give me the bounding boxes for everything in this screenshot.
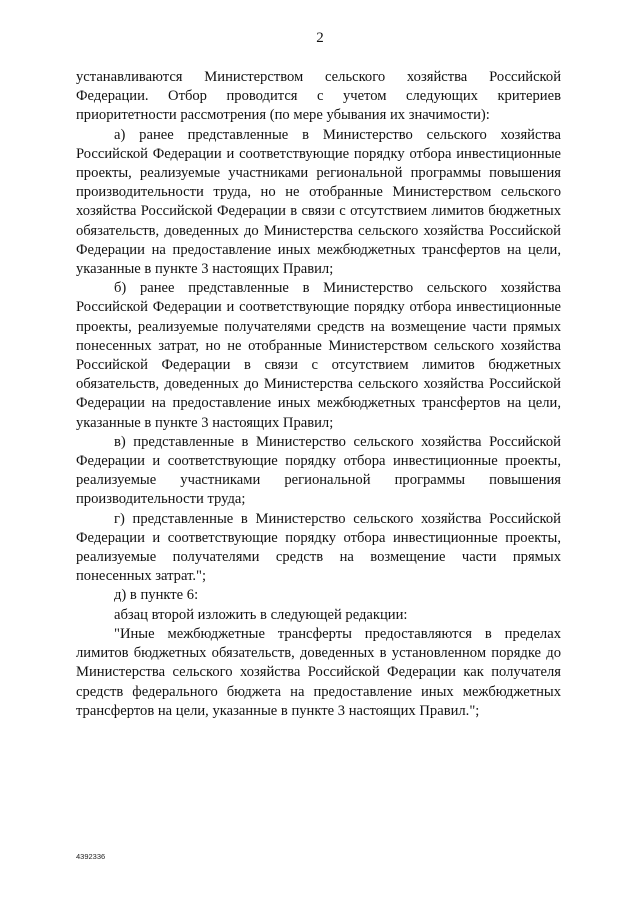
paragraph-criterion-g: г) представленные в Министерство сельского хозяйства Российской Федерации и соответствующие порядку отбора инвестиционные проекты, реализуемые получателями средств на возмещение части прямых понесенных затрат."; — [76, 510, 561, 585]
paragraph-intro-continuation: устанавливаются Министерством сельского хозяйства Российской Федерации. Отбор проводится с учетом следующих критериев приоритетности рассмотрения (по мере убывания их значимости): — [76, 69, 561, 124]
document-body — [76, 68, 561, 721]
document-id: 4392336 — [76, 852, 106, 861]
paragraph-amendment-text: "Иные межбюджетные трансферты предоставляются в пределах лимитов бюджетных обязательств, доведенных в установленном порядке до Министерства сельского хозяйства Российской Федерации как получателя средств федерального бюджета на предоставление иных межбюджетных трансфертов на цели, указанные в пункте 3 настоящих Правил."; — [76, 625, 561, 719]
paragraph-criterion-v: в) представленные в Министерство сельского хозяйства Российской Федерации и соответствующие порядку отбора инвестиционные проекты, реализуемые участниками региональной программы повышения производительности труда; — [76, 433, 561, 508]
paragraph-criterion-a: а) ранее представленные в Министерство сельского хозяйства Российской Федерации и соответствующие порядку отбора инвестиционные проекты, реализуемые участниками региональной программы повышения производительности труда, но не отобранные Министерством сельского хозяйства Российской Федерации в связи с отсутствием лимитов бюджетных обязательств, доведенных до Министерства сельского хозяйства Российской Федерации на предоставление иных межбюджетных трансфертов на цели, указанные в пункте 3 настоящих Правил; — [76, 126, 561, 278]
page-number: 2 — [316, 30, 324, 46]
paragraph-criterion-b: б) ранее представленные в Министерство сельского хозяйства Российской Федерации и соответствующие порядку отбора инвестиционные проекты, реализуемые получателями средств на возмещение части прямых понесенных затрат, но не отобранные Министерством сельского хозяйства Российской Федерации в связи с отсутствием лимитов бюджетных обязательств, доведенных до Министерства сельского хозяйства Российской Федерации на предоставление иных межбюджетных трансфертов на цели, указанные в пункте 3 настоящих Правил; — [76, 280, 561, 431]
paragraph-item-d: д) в пункте 6: — [114, 587, 199, 604]
paragraph-amendment-instruction: абзац второй изложить в следующей редакции: — [114, 606, 408, 623]
